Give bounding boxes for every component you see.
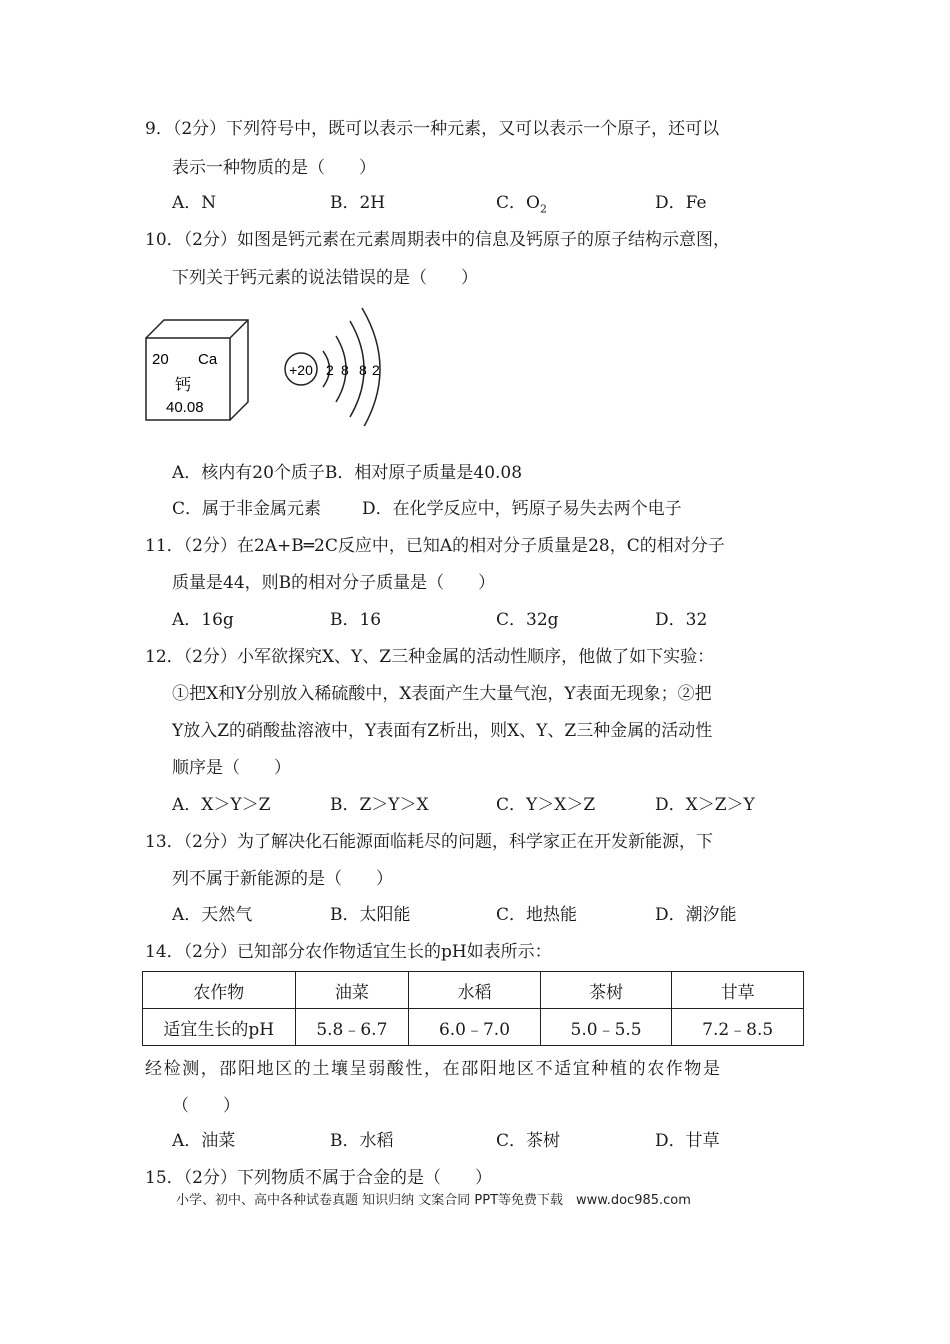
- q10-stem-line1: 10．（2分）如图是钙元素在元素周期表中的信息及钙原子的原子结构示意图，: [145, 230, 730, 250]
- q13-stem-line2: 列不属于新能源的是（ ）: [172, 869, 393, 889]
- page-footer: 小学、初中、高中各种试卷真题 知识归纳 文案合同 PPT等免费下载 www.doc985.com: [176, 1193, 691, 1208]
- q11-stem-line1: 11．（2分）在2A+B═2C反应中，已知A的相对分子质量是28，C的相对分子: [145, 536, 725, 556]
- q12-stem-line2: ①把X和Y分别放入稀硫酸中，X表面产生大量气泡，Y表面无现象；②把: [172, 684, 712, 704]
- q15-stem-line1: 15．（2分）下列物质不属于合金的是（ ）: [145, 1168, 492, 1188]
- calcium-figure: [140, 296, 390, 426]
- atomic-mass: 40.08: [166, 399, 204, 416]
- q13-option-c: C．地热能: [496, 905, 578, 925]
- q12-option-c: C．Y＞X＞Z: [496, 795, 596, 815]
- nucleus-charge: +20: [289, 362, 313, 378]
- table-cell: 6.0﹣7.0: [409, 1009, 541, 1046]
- q11-option-b: B．16: [330, 610, 382, 630]
- shell-1-electrons: 2: [326, 362, 334, 378]
- q12-stem-line3: Y放入Z的硝酸盐溶液中，Y表面有Z析出，则X、Y、Z三种金属的活动性: [172, 721, 713, 741]
- table-cell: 7.2﹣8.5: [672, 1009, 804, 1046]
- q14-option-b: B．水稻: [330, 1131, 394, 1151]
- q14-after-line2: （ ）: [172, 1096, 240, 1116]
- q10-stem-line2: 下列关于钙元素的说法错误的是（ ）: [172, 268, 478, 288]
- q9-option-b: B．2H: [330, 193, 386, 213]
- q10-options-ab: A．核内有20个质子B．相对原子质量是40.08: [172, 463, 523, 483]
- q9-stem-line1: 9．（2分）下列符号中，既可以表示一种元素，又可以表示一个原子，还可以: [145, 119, 720, 139]
- table-cell: 甘草: [672, 972, 804, 1009]
- q9-option-c: C．$O_2$: [496, 193, 547, 216]
- q11-option-d: D．32: [655, 610, 708, 630]
- q12-option-d: D．X＞Z＞Y: [655, 795, 755, 815]
- table-cell: 油菜: [295, 972, 409, 1009]
- q11-option-a: A．16g: [172, 610, 234, 630]
- table-row: [143, 1009, 804, 1046]
- q13-option-d: D．潮汐能: [655, 905, 737, 925]
- q12-stem-line1: 12．（2分）小军欲探究X、Y、Z三种金属的活动性顺序，他做了如下实验：: [145, 647, 715, 667]
- q13-option-b: B．太阳能: [330, 905, 411, 925]
- table-cell: 水稻: [409, 972, 541, 1009]
- table-cell: 适宜生长的pH: [143, 1009, 296, 1046]
- q12-option-b: B．Z＞Y＞X: [330, 795, 429, 815]
- q11-option-c: C．32g: [496, 610, 559, 630]
- q14-stem-line1: 14．（2分）已知部分农作物适宜生长的pH如表所示：: [145, 942, 552, 962]
- q12-option-a: A．X＞Y＞Z: [172, 795, 271, 815]
- shell-2-electrons: 8: [341, 362, 349, 378]
- table-cell: 农作物: [143, 972, 296, 1009]
- table-cell: 茶树: [540, 972, 672, 1009]
- table-header-row: [143, 972, 804, 1009]
- q11-stem-line2: 质量是44，则B的相对分子质量是（ ）: [172, 573, 496, 593]
- q9-stem-line2: 表示一种物质的是（ ）: [172, 158, 376, 178]
- q14-option-d: D．甘草: [655, 1131, 720, 1151]
- shell-3-electrons: 8: [359, 362, 367, 378]
- element-symbol: Ca: [198, 351, 218, 368]
- q13-option-a: A．天然气: [172, 905, 253, 925]
- shell-4-electrons: 2: [372, 362, 380, 378]
- ph-table: [142, 971, 804, 1046]
- q14-option-a: A．油菜: [172, 1131, 236, 1151]
- q12-stem-line4: 顺序是（ ）: [172, 758, 291, 778]
- q10-option-d: D．在化学反应中，钙原子易失去两个电子: [362, 499, 682, 519]
- q9-option-d: D．Fe: [655, 193, 707, 213]
- q14-option-c: C．茶树: [496, 1131, 561, 1151]
- element-name: 钙: [175, 375, 192, 394]
- q13-stem-line1: 13．（2分）为了解决化石能源面临耗尽的问题，科学家正在开发新能源，下: [145, 832, 713, 852]
- table-cell: 5.0﹣5.5: [540, 1009, 672, 1046]
- q14-after-line1: 经检测，邵阳地区的土壤呈弱酸性，在邵阳地区不适宜种植的农作物是: [145, 1059, 722, 1079]
- table-cell: 5.8﹣6.7: [295, 1009, 409, 1046]
- q9-option-a: A．N: [172, 193, 217, 213]
- atomic-number: 20: [152, 351, 169, 368]
- q10-option-c: C．属于非金属元素: [172, 499, 322, 519]
